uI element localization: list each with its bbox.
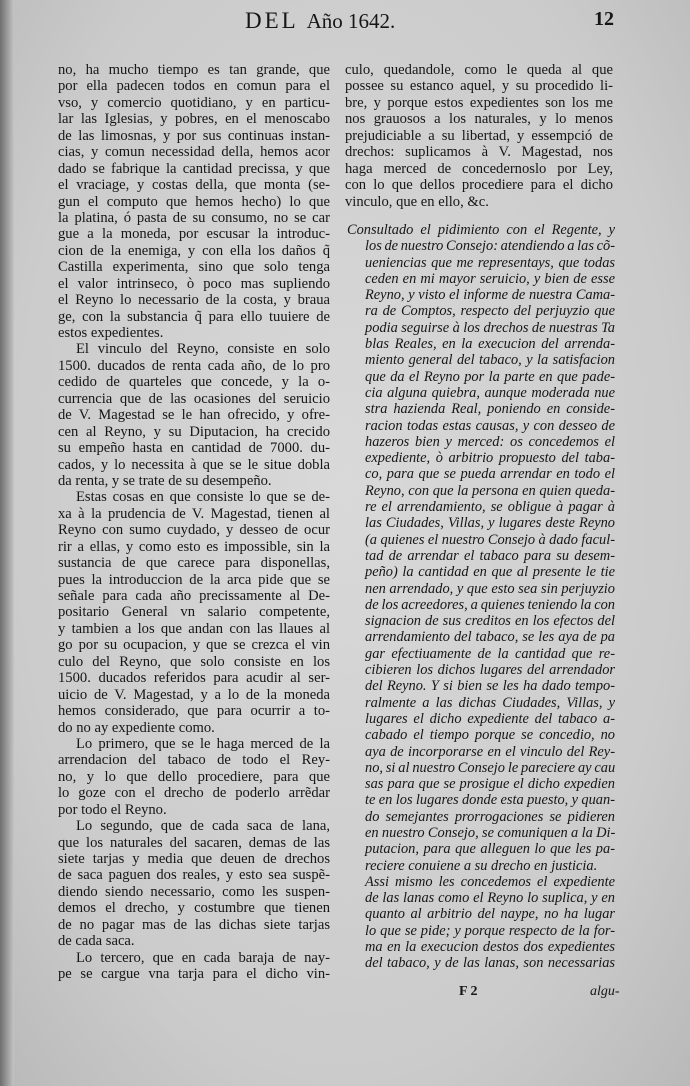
text-line: hemos considerado, que para ocurrir a to- [58,703,330,720]
text-line: en nuestro Consejo, se comuniquen a la Di- [365,824,616,841]
text-line: no, y lo que dello procediere, para que [58,768,330,785]
text-line: demos el drecho, y costumbre que tienen [58,900,330,917]
text-line: que los naturales del sacaren, demas de las [58,834,330,851]
text-line: podia seguirse à los drechos de nuestras Ta [365,319,615,336]
text-line: de los acreedores, a quienes teniendo la con [365,596,615,613]
catchword: algu- [590,984,620,999]
running-head [245,8,395,34]
royal-decree-text [347,222,615,972]
text-line: hazeros bien y merced: os concedemos el [365,433,615,450]
text-line: Reyno, con que la persona en quien queda- [365,482,615,499]
text-line: signacion de sus creditos en los efectos del [365,613,615,630]
text-line: por todo el Reyno. [58,801,167,818]
text-line: cedido de quarteles que concede, y la o- [58,374,330,391]
page-number: 12 [594,8,614,30]
text-line: Assi mismo les concedemos el expediente [365,873,615,890]
text-line: Lo primero, que se le haga merced de la [76,735,330,752]
text-line: lugares el dicho expediente del tabaco a- [365,710,615,727]
text-line: re el arrendamiento, se obligue à pagar à [365,499,615,516]
text-line: no, ha mucho tiempo es tan grande, que [58,62,330,78]
text-line: racion todas estas causas, y con desseo de [365,417,615,434]
text-line: Lo tercero, que en cada baraja de nay- [76,949,330,966]
text-line: el vraciage, y costas della, que monta (se- [58,177,330,194]
text-line: Lo segundo, que de cada saca de lana, [76,818,330,835]
text-line: de las lanas como el Reyno lo suplica, y en [365,890,615,907]
text-line: Estas cosas en que consiste lo que se de- [76,489,330,506]
text-line: bre, y porque estos expedientes son los me [345,94,613,111]
text-line: de V. Magestad se le han ofrecido, y ofre- [58,407,330,424]
text-line: ge, con la substancia q̃ para ello tuuiere de [58,308,330,325]
text-line: quanto al arbitrio del naype, no ha lugar [365,906,615,923]
text-line: gue a la moneda, por escusar la introduc- [58,226,330,243]
text-line: siete tarjas y media que deuen de drechos [58,851,330,867]
text-line: ceden en mi mayor seruicio, y bien de esse [365,270,615,287]
text-line: diendo siendo necessario, como les suspen- [58,883,330,900]
text-line: ra de Comptos, respecto del perjuyzio que [365,303,615,320]
text-line: haga merced de concedernoslo por Ley, [345,160,613,177]
text-line: da renta, y se trate de su desempeño. [58,472,272,489]
text-line: sas para que se prosigue el dicho expedien [365,776,615,793]
text-line: blas Reales, en la execucion del arrenda- [365,336,615,353]
text-line: Reyno, y visto el informe de nuestra Cama- [365,287,615,304]
text-line: 1500. ducados de renta cada año, de lo pro [58,357,330,374]
text-line: de saca paguen dos reales, y esto sea suspẽ- [58,867,330,884]
text-line: y tambien a los que andan con las llaues al [58,620,330,637]
text-line: reciere conuiene a su drecho en justicia. [365,857,598,874]
left-column [58,62,330,983]
text-line: por ella padecen todos en comun para el [58,78,330,95]
text-line: estos expedientes. [58,325,164,341]
text-line: de cada saca. [58,933,135,950]
text-line: Castilla experimenta, sino que solo tenga [58,259,330,276]
text-line: peño) la cantidad en que al presente le tie [365,564,615,581]
text-line: expediente, ò arbitrio propuesto del taba- [365,450,615,467]
text-line: aya de incorporarse en el vinculo del Rey- [365,743,615,760]
text-line: no, si al nuestro Consejo le pareciere ay cau [365,759,616,776]
signature-mark: F 2 [459,984,478,999]
text-line: dado se fabrique la cantidad precissa, y que [58,160,330,177]
text-line: sustancia de que carece para disponellas, [58,555,330,572]
text-line: del Reyno. Y si bien se les ha dado tempo- [365,678,615,695]
text-line: cabado el tiempo porque se concedio, no [365,727,615,744]
text-line: stra hazienda Real, poniendo en conside- [365,401,615,418]
text-line: culo, quedandole, como le queda al que [345,62,613,78]
running-head-year: Año 1642. [306,9,396,33]
text-line: cibieren los dichos lugares del arrendador [365,662,615,679]
running-head-title: DEL [245,8,298,33]
text-line: xa à la prudencia de V. Magestad, tienen al [58,505,330,522]
text-line: rir a ellas, y como esto es impossible, sin la [58,538,330,555]
text-line: ma en la execucion destos dos expedientes [365,939,615,956]
text-line: lo que se pide; y porque respecto de la for- [365,922,615,939]
petition-text [345,62,613,210]
text-line: Consultado el pidimiento con el Regente, y [347,222,615,238]
text-line: do no ay expediente como. [58,719,215,736]
text-line: pues la introduccion de la arca pide que se [58,571,330,588]
text-line: prejudiciable a su libertad, y essempció de [345,127,613,144]
text-line: la platina, ó pasta de su consumo, no se car [58,209,330,226]
text-line: ralmente a las dichas Ciudades, Villas, y [365,694,615,711]
text-line: currencia que de las ocasiones del seruicio [58,390,330,407]
text-line: miento general del tabaco, y la satisfacion [365,352,615,369]
text-line: los de nuestro Consejo: atendiendo a las cõ- [365,238,615,255]
text-line: el valor intrinseco, ò poco mas supliendo [58,275,330,292]
text-line: go por su ocupacion, y que se crezca el vin [58,637,330,654]
text-line: cias, y comun necessidad della, hemos acor [58,144,330,161]
text-line: nos grauosos a los naturales, y lo menos [345,111,613,128]
text-line: su empeño hasta en cantidad de 7000. du- [58,440,330,457]
text-line: vso, y comercio quotidiano, y en particu- [58,94,330,111]
text-line: nen arrendado, y que esto sea sin perjuyzio [365,580,615,597]
text-line: cados, y lo necessita à que se le situe dobla [58,456,330,473]
text-line: uicio de V. Magestad, y a lo de la moneda [58,686,330,703]
text-line: pe se cargue vna tarja para el dicho vin- [58,966,330,983]
text-line: El vinculo del Reyno, consiste en solo [76,341,330,358]
text-line: lo goze con el drecho de poderlo arrẽdar [58,785,330,802]
text-line: gun el computo que hemos hecho) lo que [58,193,330,210]
text-line: do semejantes prorrogaciones se pidieren [365,808,615,825]
text-line: culo del Reyno, que solo consiste en los [58,653,330,670]
text-line: con lo que dellos procediere para el dicho [345,177,613,194]
text-line: co, para que se pueda arrendar en todo el [365,466,615,483]
text-line: el Reyno lo necessario de la costa, y braua [58,292,330,309]
text-line: de no pagar mas de las dichas siete tarjas [58,916,330,933]
text-line: de las limosnas, y por sus continuas instan- [58,127,330,144]
text-line: cen al Reyno, y su Diputacion, ha crecido [58,423,330,440]
text-line: del tabaco, y de las lanas, son necessarias [365,955,615,972]
text-line: drechos: suplicamos à V. Magestad, nos [345,144,613,161]
text-line: te en los lugares donde esta puesto, y quan- [365,792,615,809]
text-line: positario General vn salario competente, [58,604,330,621]
text-line: gar efectiuamente de la cantidad que re- [365,645,615,662]
text-line: lar las Iglesias, y pobres, en el menoscabo [58,111,330,128]
text-line: Reyno con sumo cuydado, y desseo de ocur [58,522,330,539]
text-line: señale para cada año precissamente al De- [58,588,330,604]
text-line: (a quienes el nuestro Consejo à dado facul- [365,531,615,548]
text-line: tad de arrendar el tabaco para su desem- [365,547,615,564]
text-line: las Ciudades, Villas, y lugares deste Reyno [365,515,615,532]
text-line: ueniencias que me representays, que todas [365,254,615,271]
page-edge-shadow [0,0,14,1086]
text-line: 1500. ducados referidos para acudir al ser- [58,670,330,687]
text-line: que da el Reyno por la parte en que pade- [365,368,615,385]
text-line: possee su estanco aquel, y su procedido li- [345,78,613,95]
text-line: arrendacion del tabaco de todo el Rey- [58,752,330,769]
text-line: arrendamiento del tabaco, se les aya de pa [365,629,615,646]
text-line: cion de la enemiga, y con ella los daños q̃ [58,242,330,259]
text-line: cia alguna quiebra, aunque moderada nue [365,384,615,401]
text-line: putacion, para que alleguen lo que les pa- [365,841,615,858]
text-line: vinculo, que en ello, &c. [345,193,489,210]
